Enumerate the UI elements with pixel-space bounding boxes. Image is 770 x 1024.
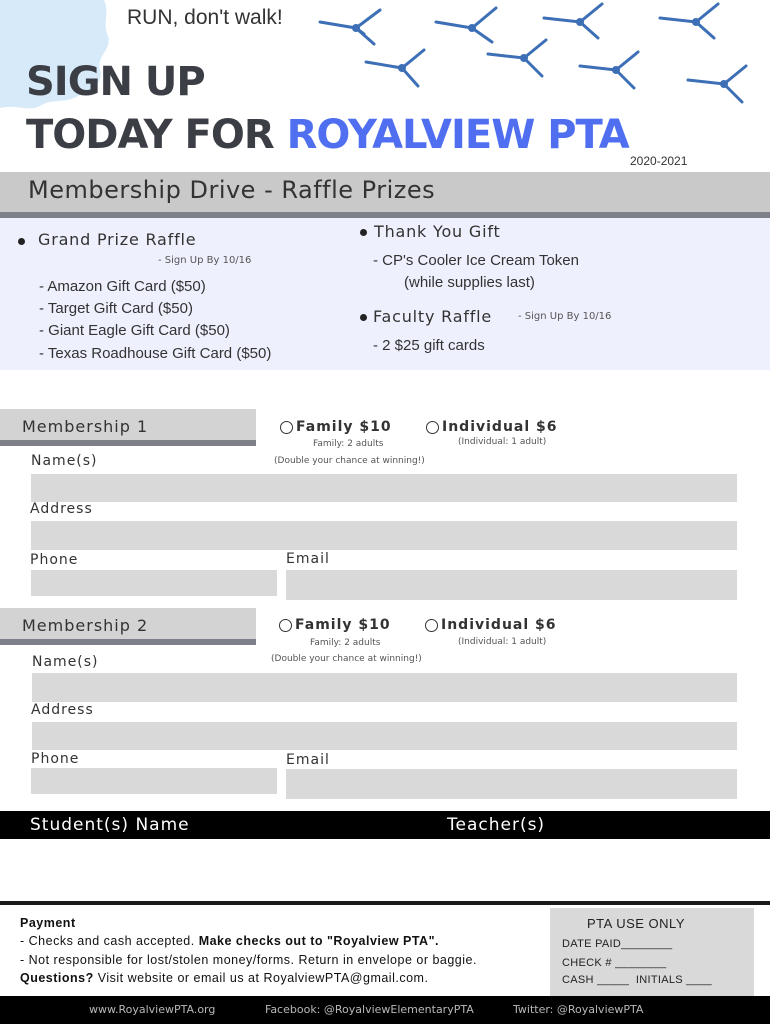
email-field[interactable] bbox=[286, 570, 737, 600]
payment-line-2: - Not responsible for lost/stolen money/forms. Return in envelope or baggie. bbox=[20, 953, 477, 967]
thank-you-line-1: - CP's Cooler Ice Cream Token bbox=[373, 252, 579, 269]
address-field[interactable] bbox=[31, 521, 737, 550]
grand-prize-heading: Grand Prize Raffle bbox=[38, 230, 197, 249]
students-entry-area[interactable] bbox=[0, 839, 770, 899]
grand-prize-note: - Sign Up By 10/16 bbox=[158, 255, 252, 266]
pta-check-number: CHECK # ________ bbox=[562, 957, 667, 969]
prize-item: - Texas Roadhouse Gift Card ($50) bbox=[39, 345, 272, 362]
divider bbox=[0, 639, 256, 645]
school-year: 2020-2021 bbox=[630, 154, 688, 168]
pta-use-title: PTA USE ONLY bbox=[587, 916, 685, 931]
pta-date-paid: DATE PAID________ bbox=[562, 938, 673, 950]
faculty-raffle-line: - 2 $25 gift cards bbox=[373, 337, 485, 354]
teachers-label: Teacher(s) bbox=[447, 815, 546, 835]
family-option-label: Family $10 bbox=[295, 617, 391, 633]
divider bbox=[0, 901, 770, 905]
payment-line-1-text: - Checks and cash accepted. bbox=[20, 934, 199, 948]
email-label: Email bbox=[286, 752, 330, 768]
family-radio[interactable] bbox=[279, 619, 292, 632]
footer-facebook-link[interactable]: Facebook: @RoyalviewElementaryPTA bbox=[265, 1003, 474, 1016]
bird-icon bbox=[484, 36, 556, 80]
bird-icon bbox=[576, 48, 648, 92]
name-field[interactable] bbox=[32, 673, 737, 702]
email-field[interactable] bbox=[286, 769, 737, 799]
questions-label: Questions? bbox=[20, 971, 94, 985]
address-label: Address bbox=[30, 501, 93, 517]
individual-note: (Individual: 1 adult) bbox=[458, 437, 547, 447]
footer-twitter-link[interactable]: Twitter: @RoyalviewPTA bbox=[513, 1003, 644, 1016]
drive-title: Membership Drive - Raffle Prizes bbox=[28, 176, 436, 204]
payment-line-1-emphasis: Make checks out to "Royalview PTA". bbox=[198, 934, 439, 948]
divider bbox=[0, 440, 256, 446]
bullet-icon bbox=[18, 238, 25, 245]
students-name-label: Student(s) Name bbox=[30, 815, 190, 835]
payment-line-1 bbox=[20, 932, 439, 951]
individual-note: (Individual: 1 adult) bbox=[458, 637, 547, 647]
family-note: Family: 2 adults bbox=[310, 638, 381, 648]
address-field[interactable] bbox=[32, 722, 737, 750]
questions-text: Visit website or email us at RoyalviewPTA@gmail.com. bbox=[93, 971, 429, 985]
individual-option-label: Individual $6 bbox=[441, 617, 557, 633]
headline-accent: ROYALVIEW PTA bbox=[286, 112, 629, 158]
bullet-icon bbox=[360, 314, 367, 321]
phone-field[interactable] bbox=[31, 768, 277, 794]
faculty-raffle-heading: Faculty Raffle bbox=[373, 307, 493, 326]
phone-label: Phone bbox=[31, 751, 80, 767]
pta-cash-initials: CASH _____ INITIALS ____ bbox=[562, 974, 712, 986]
family-option-label: Family $10 bbox=[296, 419, 392, 435]
family-chance-note: (Double your chance at winning!) bbox=[274, 456, 425, 466]
individual-radio[interactable] bbox=[426, 421, 439, 434]
family-radio[interactable] bbox=[280, 421, 293, 434]
faculty-raffle-note: - Sign Up By 10/16 bbox=[518, 311, 612, 322]
bullet-icon bbox=[360, 229, 367, 236]
bird-icon bbox=[316, 2, 388, 46]
bird-icon bbox=[362, 46, 434, 90]
membership-1-title: Membership 1 bbox=[22, 417, 149, 436]
prize-item: - Giant Eagle Gift Card ($50) bbox=[39, 322, 230, 339]
headline-prefix: TODAY FOR bbox=[26, 112, 287, 158]
bird-icon bbox=[684, 62, 756, 106]
email-label: Email bbox=[286, 551, 330, 567]
bird-icon bbox=[656, 0, 728, 44]
name-field[interactable] bbox=[31, 474, 737, 502]
thank-you-line-2: (while supplies last) bbox=[404, 274, 535, 291]
address-label: Address bbox=[31, 702, 94, 718]
name-label: Name(s) bbox=[32, 654, 99, 670]
phone-field[interactable] bbox=[31, 570, 277, 596]
individual-radio[interactable] bbox=[425, 619, 438, 632]
prize-item: - Amazon Gift Card ($50) bbox=[39, 278, 206, 295]
headline-line-2 bbox=[26, 112, 629, 158]
prize-item: - Target Gift Card ($50) bbox=[39, 300, 193, 317]
thank-you-heading: Thank You Gift bbox=[374, 222, 501, 241]
payment-line-3 bbox=[20, 969, 428, 988]
individual-option-label: Individual $6 bbox=[442, 419, 558, 435]
family-note: Family: 2 adults bbox=[313, 439, 384, 449]
membership-2-title: Membership 2 bbox=[22, 616, 149, 635]
headline-line-1: SIGN UP bbox=[26, 59, 205, 105]
payment-heading: Payment bbox=[20, 916, 76, 930]
name-label: Name(s) bbox=[31, 453, 98, 469]
footer-website-link[interactable]: www.RoyalviewPTA.org bbox=[89, 1003, 216, 1016]
tagline: RUN, don't walk! bbox=[127, 6, 283, 29]
phone-label: Phone bbox=[30, 552, 79, 568]
family-chance-note: (Double your chance at winning!) bbox=[271, 654, 422, 664]
